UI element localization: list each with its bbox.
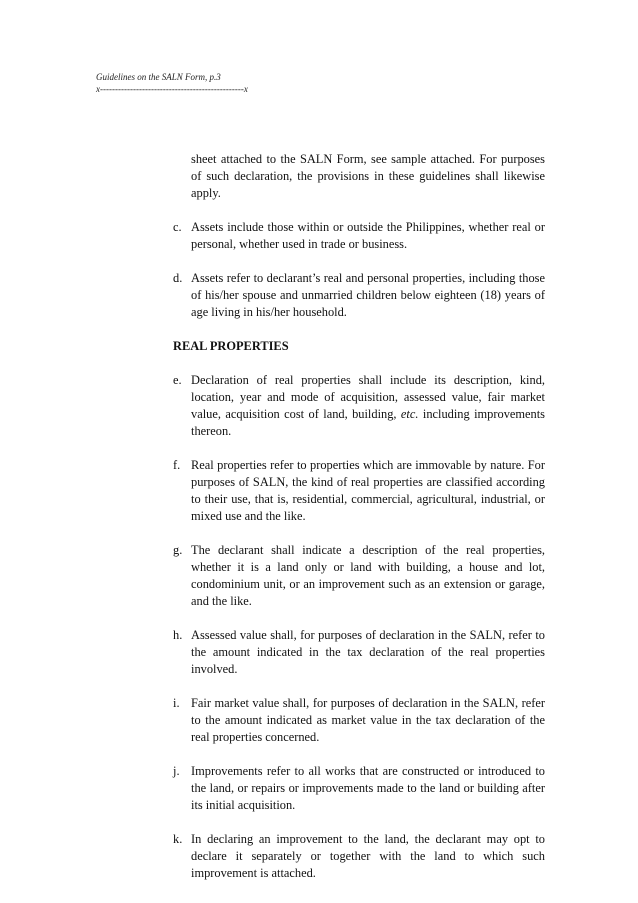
item-label: c. [173,220,182,234]
item-label: g. [173,543,183,557]
item-label: h. [173,628,183,642]
header-rule: x------------------------------------------------x [96,84,248,94]
item-label: e. [173,373,182,387]
item-label: f. [173,458,181,472]
item-text: Assets include those within or outside the Philippines, whether real or personal, whether used in trade or business. [191,220,545,251]
page-header [96,71,248,95]
document-body [173,151,545,882]
list-item-k [173,831,545,882]
item-text: Declaration of real properties shall include its description, kind, location, year and mode of acquisition, assessed value, fair market value, acquisition cost of land, building, [191,373,545,421]
header-title: Guidelines on the SALN Form, p.3 [96,72,221,82]
list-item-f [173,457,545,525]
item-text: Assets refer to declarant’s real and personal properties, including those of his/her spouse and unmarried children below eighteen (18) years of age living in his/her household. [191,271,545,319]
list-item-h [173,627,545,678]
item-label: k. [173,832,183,846]
intro-paragraph: sheet attached to the SALN Form, see sample attached. For purposes of such declaration, the provisions in these guidelines shall likewise apply. [191,152,545,200]
item-text: Fair market value shall, for purposes of declaration in the SALN, refer to the amount indicated as market value in the tax declaration of the real properties concerned. [191,696,545,744]
item-text: In declaring an improvement to the land, the declarant may opt to declare it separately or together with the land to which such improvement is attached. [191,832,545,880]
item-text: Improvements refer to all works that are constructed or introduced to the land, or repairs or improvements made to the land or building after its initial acquisition. [191,764,545,812]
item-text-tail: including improvements thereon. [191,407,545,438]
item-label: i. [173,696,180,710]
item-text: Assessed value shall, for purposes of declaration in the SALN, refer to the amount indicated in the tax declaration of the real properties involved. [191,628,545,676]
list-item-i [173,695,545,746]
item-emphasis: etc. [400,407,419,421]
section-heading: REAL PROPERTIES [173,339,289,353]
list-item-j [173,763,545,814]
item-text: The declarant shall indicate a description of the real properties, whether it is a land only or land with building, a house and lot, condominium unit, or an improvement such as an extension or garage, and the like. [191,543,545,608]
item-text: Real properties refer to properties which are immovable by nature. For purposes of SALN, the kind of real properties are classified according to their use, that is, residential, commercial, agricultural, industrial, or mixed use and the like. [191,458,545,523]
list-item-c [173,219,545,253]
item-label: d. [173,271,183,285]
item-label: j. [173,764,180,778]
list-item-e [173,372,545,440]
list-item-g [173,542,545,610]
list-item-d [173,270,545,321]
